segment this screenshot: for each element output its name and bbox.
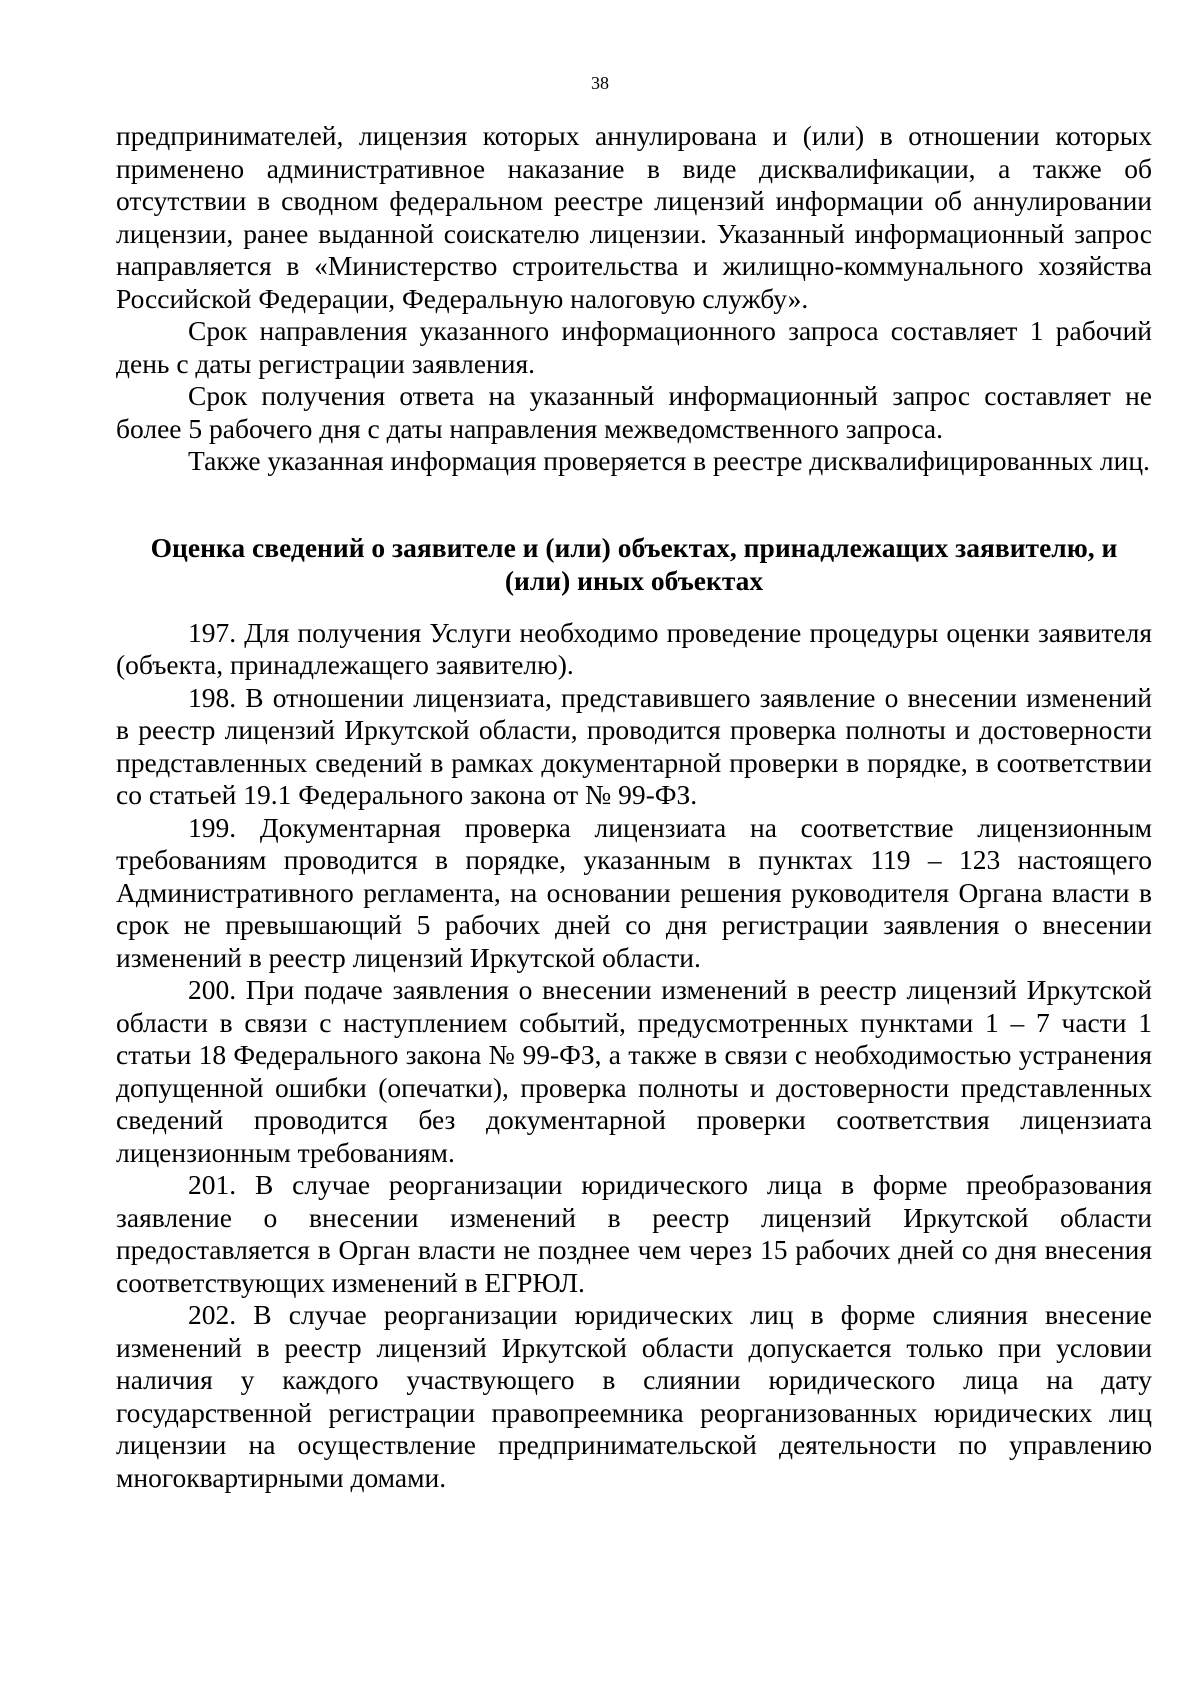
- paragraph-197: 197. Для получения Услуги необходимо проведение процедуры оценки заявителя (объекта, принадлежащего заявителю).: [116, 616, 1152, 680]
- page-number: 38: [591, 73, 609, 93]
- paragraph-198: 198. В отношении лицензиата, представившего заявление о внесении изменений в реестр лицензий Иркутской области, проводится проверка полноты и достоверности представленных сведений в рамках документарной проверки в порядке, в соответствии со статьей 19.1 Федерального закона от № 99-ФЗ.: [116, 681, 1152, 810]
- paragraph-registry-check: Также указанная информация проверяется в реестре дисквалифицированных лиц.: [188, 445, 1150, 476]
- paragraph-request-deadline: Срок направления указанного информационного запроса составляет 1 рабочий день с даты регистрации заявления.: [116, 315, 1152, 379]
- paragraph-continuation: предпринимателей, лицензия которых аннулирована и (или) в отношении которых применено административное наказание в виде дисквалификации, а также об отсутствии в сводном федеральном реестре лицензий информации об аннулировании лицензии, ранее выданной соискателю лицензии. Указанный информационный запрос направляется в «Министерство строительства и жилищно-коммунального хозяйства Российской Федерации, Федеральную налоговую службу».: [116, 120, 1152, 314]
- paragraph-199: 199. Документарная проверка лицензиата на соответствие лицензионным требованиям проводится в порядке, указанным в пунктах 119 – 123 настоящего Административного регламента, на основании решения руководителя Органа власти в срок не превышающий 5 рабочих дней со дня регистрации заявления о внесении изменений в реестр лицензий Иркутской области.: [116, 811, 1152, 973]
- paragraph-response-deadline: Срок получения ответа на указанный информационный запрос составляет не более 5 рабочего дня с даты направления межведомственного запроса.: [116, 380, 1152, 444]
- section-heading: Оценка сведений о заявителе и (или) объектах, принадлежащих заявителю, и (или) иных объектах: [150, 531, 1118, 596]
- paragraph-202: 202. В случае реорганизации юридических лиц в форме слияния внесение изменений в реестр лицензий Иркутской области допускается только при условии наличия у каждого участвующего в слиянии юридического лица на дату государственной регистрации правопреемника реорганизованных юридических лиц лицензии на осуществление предпринимательской деятельности по управлению многоквартирными домами.: [116, 1299, 1152, 1493]
- paragraph-201: 201. В случае реорганизации юридического лица в форме преобразования заявление о внесении изменений в реестр лицензий Иркутской области предоставляется в Орган власти не позднее чем через 15 рабочих дней со дня внесения соответствующих изменений в ЕГРЮЛ.: [116, 1169, 1152, 1298]
- document-body: [116, 120, 1152, 1494]
- paragraph-200: 200. При подаче заявления о внесении изменений в реестр лицензий Иркутской области в связи с наступлением событий, предусмотренных пунктами 1 – 7 части 1 статьи 18 Федерального закона № 99-ФЗ, а также в связи с необходимостью устранения допущенной ошибки (опечатки), проверка полноты и достоверности представленных сведений проводится без документарной проверки соответствия лицензиата лицензионным требованиям.: [116, 974, 1152, 1168]
